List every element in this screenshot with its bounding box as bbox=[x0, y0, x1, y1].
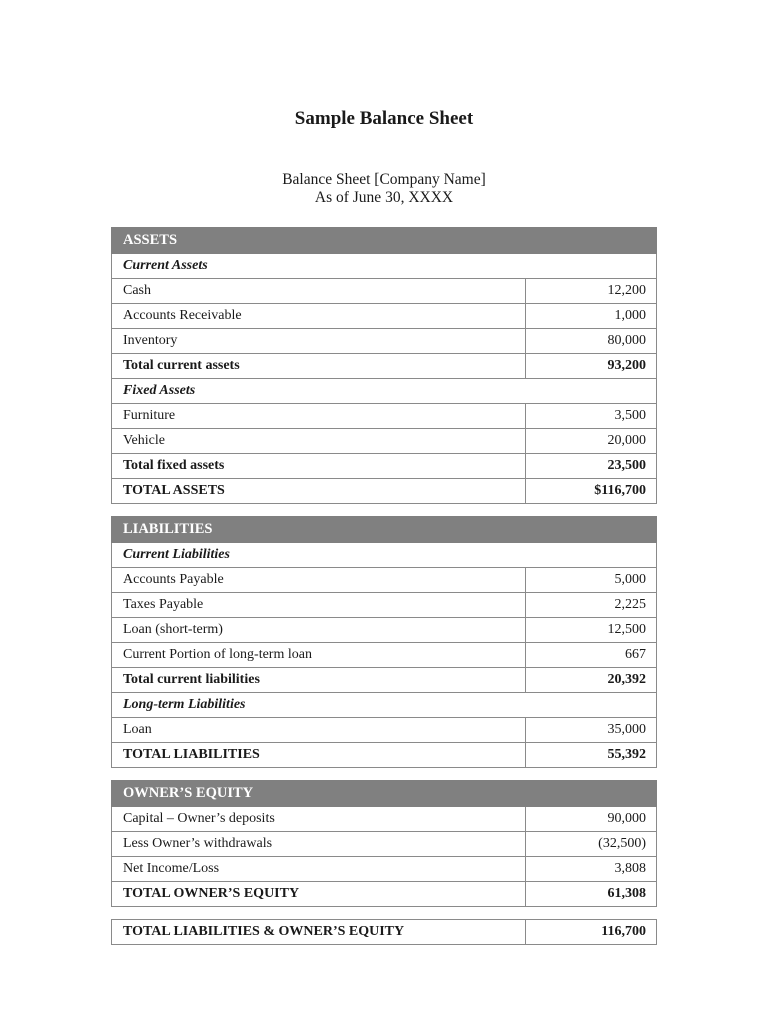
table-row bbox=[112, 832, 657, 857]
table-row bbox=[112, 404, 657, 429]
table-row bbox=[112, 304, 657, 329]
table-row bbox=[112, 568, 657, 593]
row-value: 3,500 bbox=[526, 404, 657, 429]
table-row bbox=[112, 279, 657, 304]
row-value: 2,225 bbox=[526, 593, 657, 618]
assets-table bbox=[111, 227, 657, 504]
total-label: Total current assets bbox=[112, 354, 526, 379]
section-header bbox=[112, 781, 657, 807]
liabilities-header: LIABILITIES bbox=[112, 517, 657, 543]
row-label: Inventory bbox=[112, 329, 526, 354]
total-value: 93,200 bbox=[526, 354, 657, 379]
total-liabilities-value: 55,392 bbox=[526, 743, 657, 768]
row-label: Current Portion of long-term loan bbox=[112, 643, 526, 668]
row-label: Loan bbox=[112, 718, 526, 743]
total-value: 23,500 bbox=[526, 454, 657, 479]
row-label: Accounts Receivable bbox=[112, 304, 526, 329]
grand-total-row bbox=[112, 920, 657, 945]
table-row bbox=[112, 643, 657, 668]
row-label: Vehicle bbox=[112, 429, 526, 454]
row-value: 20,000 bbox=[526, 429, 657, 454]
row-value: 667 bbox=[526, 643, 657, 668]
total-label: Total current liabilities bbox=[112, 668, 526, 693]
section-header bbox=[112, 228, 657, 254]
row-label: Less Owner’s withdrawals bbox=[112, 832, 526, 857]
table-row bbox=[112, 593, 657, 618]
total-row bbox=[112, 354, 657, 379]
row-label: Net Income/Loss bbox=[112, 857, 526, 882]
grand-total-value: 116,700 bbox=[526, 920, 657, 945]
row-value: 12,500 bbox=[526, 618, 657, 643]
table-row bbox=[112, 329, 657, 354]
total-row bbox=[112, 668, 657, 693]
grand-total-row bbox=[112, 882, 657, 907]
fixed-assets-heading: Fixed Assets bbox=[112, 379, 657, 404]
assets-header: ASSETS bbox=[112, 228, 657, 254]
row-label: Cash bbox=[112, 279, 526, 304]
table-row bbox=[112, 718, 657, 743]
row-value: (32,500) bbox=[526, 832, 657, 857]
section-header bbox=[112, 517, 657, 543]
subsection-row bbox=[112, 693, 657, 718]
grand-total-label: TOTAL LIABILITIES & OWNER’S EQUITY bbox=[112, 920, 526, 945]
row-value: 1,000 bbox=[526, 304, 657, 329]
table-row bbox=[112, 618, 657, 643]
row-label: Furniture bbox=[112, 404, 526, 429]
date-line: As of June 30, XXXX bbox=[314, 189, 454, 206]
row-value: 35,000 bbox=[526, 718, 657, 743]
total-equity-label: TOTAL OWNER’S EQUITY bbox=[112, 882, 526, 907]
company-line: Balance Sheet [Company Name] bbox=[282, 171, 486, 188]
row-label: Taxes Payable bbox=[112, 593, 526, 618]
table-row bbox=[112, 857, 657, 882]
table-row bbox=[112, 429, 657, 454]
liabilities-table bbox=[111, 516, 657, 768]
row-value: 3,808 bbox=[526, 857, 657, 882]
row-label: Loan (short-term) bbox=[112, 618, 526, 643]
equity-table bbox=[111, 780, 657, 907]
row-value: 5,000 bbox=[526, 568, 657, 593]
subsection-row bbox=[112, 254, 657, 279]
total-row bbox=[112, 454, 657, 479]
longterm-liabilities-heading: Long-term Liabilities bbox=[112, 693, 657, 718]
row-value: 90,000 bbox=[526, 807, 657, 832]
grand-total-table bbox=[111, 919, 657, 945]
row-label: Accounts Payable bbox=[112, 568, 526, 593]
total-label: Total fixed assets bbox=[112, 454, 526, 479]
total-liabilities-label: TOTAL LIABILITIES bbox=[112, 743, 526, 768]
grand-total-row bbox=[112, 479, 657, 504]
subsection-row bbox=[112, 543, 657, 568]
current-liabilities-heading: Current Liabilities bbox=[112, 543, 657, 568]
subsection-row bbox=[112, 379, 657, 404]
total-equity-value: 61,308 bbox=[526, 882, 657, 907]
grand-total-row bbox=[112, 743, 657, 768]
row-value: 12,200 bbox=[526, 279, 657, 304]
document-title: Sample Balance Sheet bbox=[294, 108, 474, 129]
total-assets-label: TOTAL ASSETS bbox=[112, 479, 526, 504]
table-row bbox=[112, 807, 657, 832]
current-assets-heading: Current Assets bbox=[112, 254, 657, 279]
equity-header: OWNER’S EQUITY bbox=[112, 781, 657, 807]
row-label: Capital – Owner’s deposits bbox=[112, 807, 526, 832]
total-assets-value: $116,700 bbox=[526, 479, 657, 504]
total-value: 20,392 bbox=[526, 668, 657, 693]
row-value: 80,000 bbox=[526, 329, 657, 354]
